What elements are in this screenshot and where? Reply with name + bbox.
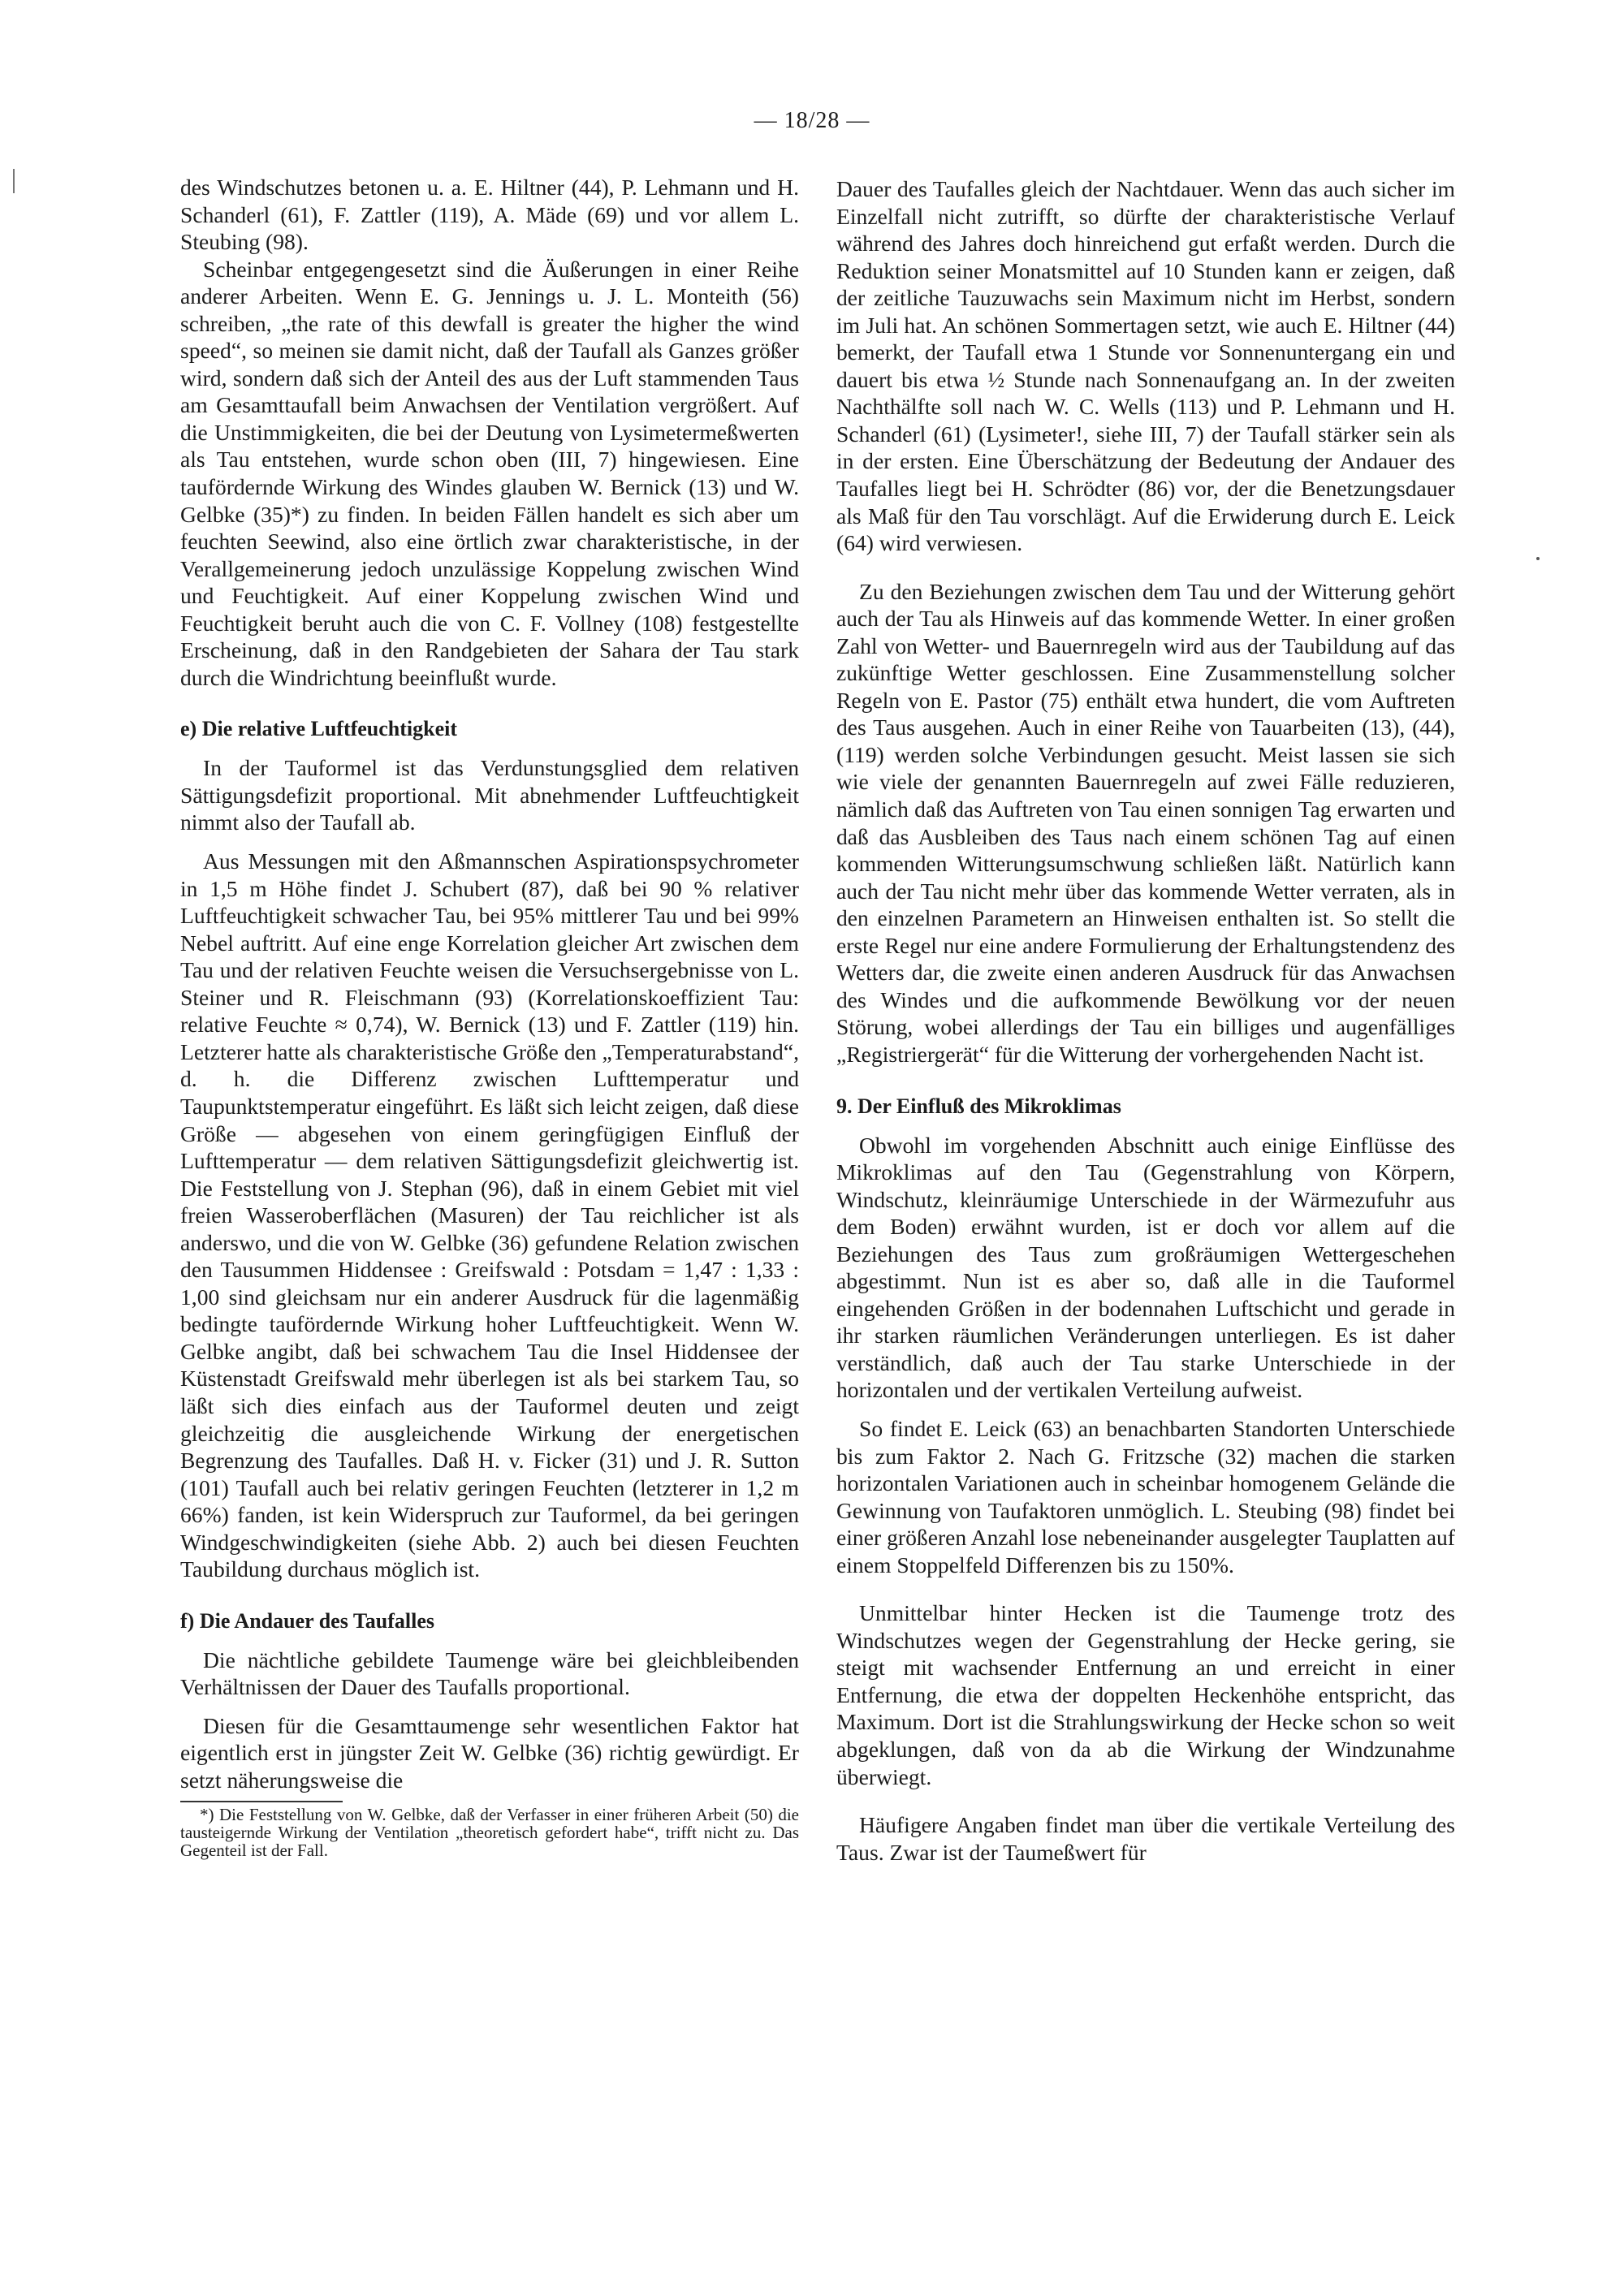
footnote-rule bbox=[180, 1801, 343, 1802]
right-paragraph-5: Unmittelbar hinter Hecken ist die Taumenge trotz des Windschutzes wegen der Gegenstrahlung der Hecke gering, sie steigt mit wachsender Entfernung an und erreicht in einer Entfernung, die etwa der doppelten Heckenhöhe entspricht, das Maximum. Dort ist die Strahlungswirkung der Hecke schon so weit abgeklungen, daß von da ab die Wirkung der Windzunahme überwiegt. bbox=[836, 1600, 1455, 1789]
left-paragraph-6: Diesen für die Gesamttaumenge sehr wesentlichen Faktor hat eigentlich erst in jüngster Zeit W. Gelbke (36) richtig gewürdigt. Er setzt näherungsweise die bbox=[180, 1712, 799, 1793]
page-number: — 18/28 — bbox=[754, 108, 870, 133]
section-heading-e: e) Die relative Luftfeuchtigkeit bbox=[180, 717, 458, 741]
left-paragraph-5: Die nächtliche gebildete Taumenge wäre bei gleichbleibenden Verhältnissen der Dauer des Taufalls proportional. bbox=[180, 1646, 799, 1700]
left-paragraph-3: In der Tauformel ist das Verdunstungsglied dem relativen Sättigungsdefizit proportional. Mit abnehmender Luftfeuchtigkeit nimmt also der Taufall ab. bbox=[180, 755, 799, 835]
right-paragraph-3: Obwohl im vorgehenden Abschnitt auch einige Einflüsse des Mikroklimas auf den Tau (Gegenstrahlung von Körpern, Windschutz, kleinräumige Unterschiede in der Wärmezufuhr aus dem Boden) erwähnt wurden, ist er doch vor allem auf die Beziehungen des Taus zum großräumigen Wettergeschehen abgestimmt. Nun ist es aber so, daß alle in die Tauformel eingehenden Größen in der bodennahen Luftschicht und gerade in ihr starken räumlichen Veränderungen unterliegen. Es ist daher verständlich, daß auch der Tau starke Unterschiede in der horizontalen und der vertikalen Verteilung aufweist. bbox=[836, 1132, 1455, 1403]
footnote: *) Die Feststellung von W. Gelbke, daß der Verfasser in einer früheren Arbeit (50) die tausteigernde Wirkung der Ventilation „theoretisch gefordert habe“, trifft nicht zu. Das Gegenteil ist der Fall. bbox=[180, 1804, 799, 1860]
left-column bbox=[180, 174, 799, 1859]
right-paragraph-2: Zu den Beziehungen zwischen dem Tau und der Witterung gehört auch der Tau als Hinweis auf das kommende Wetter. In einer großen Zahl von Wetter- und Bauernregeln wird aus der Taubildung auf das zukünftige Wetter geschlossen. Eine Zusammenstellung solcher Regeln von E. Pastor (75) enthält etwa hundert, die vom Auftreten des Taus ausgehen. Auch in einer Reihe von Tauarbeiten (13), (44), (119) werden solche Verbindungen gesucht. Meist lassen sie sich wie viele der genannten Bauernregeln auf zwei Fälle reduzieren, nämlich daß das Auftreten von Tau einen sonnigen Tag erwarten und daß das Ausbleiben des Taus nach einem schönen Tag auf einen kommenden Witterungsumschwung schließen läßt. Natürlich kann auch der Tau nicht mehr über das kommende Wetter verraten, als in den einzelnen Parametern an Hinweisen enthalten ist. So stellt die erste Regel nur eine andere Formulierung der Erhaltungstendenz des Wetters dar, die zweite einen anderen Ausdruck für das Anwachsen des Windes und die aufkommende Bewölkung vor der neuen Störung, wobei allerdings der Tau ein billiges und augenfälliges „Registriergerät“ für die Witterung der vorhergehenden Nacht ist. bbox=[836, 578, 1455, 1067]
section-heading-9: 9. Der Einfluß des Mikroklimas bbox=[836, 1094, 1121, 1118]
margin-dot bbox=[1536, 557, 1540, 560]
right-paragraph-4: So findet E. Leick (63) an benachbarten Standorten Unterschiede bis zum Faktor 2. Nach G. Fritzsche (32) machen die starken horizontalen Variationen auch in scheinbar homogenem Gelände die Gewinnung von Taufaktoren unmöglich. L. Steubing (98) findet bei einer größeren Anzahl lose nebeneinander ausgelegter Tauplatten auf einem Stoppelfeld Differenzen bis zu 150%. bbox=[836, 1415, 1455, 1577]
left-paragraph-4: Aus Messungen mit den Aßmannschen Aspirationspsychrometer in 1,5 m Höhe findet J. Schubert (87), daß bei 90 % relativer Luftfeuchtigkeit schwacher Tau, bei 95% mittlerer Tau und bei 99% Nebel auftritt. Auf eine enge Korrelation gleicher Art zwischen dem Tau und der relativen Feuchte weisen die Versuchsergebnisse von L. Steiner und R. Fleischmann (93) (Korrelationskoeffizient Tau: relative Feuchte ≈ 0,74), W. Bernick (13) und F. Zattler (119) hin. Letzterer hatte als charakteristische Größe den „Temperaturabstand“, d. h. die Differenz zwischen Lufttemperatur und Taupunktstemperatur eingeführt. Es läßt sich leicht zeigen, daß diese Größe — abgesehen von einem geringfügigen Einfluß der Lufttemperatur — dem relativen Sättigungsdefizit gleichwertig ist. Die Feststellung von J. Stephan (96), daß in einem Gebiet mit viel freien Wasseroberflächen (Masuren) der Tau reichlicher ist als anderswo, und die von W. Gelbke (36) gefundene Relation zwischen den Tausummen Hiddensee : Greifswald : Potsdam = 1,47 : 1,33 : 1,00 sind gleichsam nur ein anderer Ausdruck für die lagenmäßig bedingte taufördernde Wirkung hoher Luftfeuchtigkeit. Wenn W. Gelbke angibt, daß bei schwachem Tau die Insel Hiddensee der Küstenstadt Greifswald mehr überlegen ist als bei starkem Tau, so läßt sich dies einfach aus der Tauformel deuten und zeigt gleichzeitig die ausgleichende Wirkung der energetischen Begrenzung des Taufalles. Daß H. v. Ficker (31) und J. R. Sutton (101) Taufall auch bei relativ geringen Feuchten (letzterer in 1,2 m 66%) fanden, ist kein Widerspruch zur Tauformel, da bei geringen Windgeschwindigkeiten (siehe Abb. 2) auch bei diesen Feuchten Taubildung durchaus möglich ist. bbox=[180, 848, 799, 1582]
right-paragraph-1: Dauer des Taufalles gleich der Nachtdauer. Wenn das auch sicher im Einzelfall nicht zutrifft, so dürfte der charakteristische Verlauf während des Jahres doch hinreichend gut erfaßt werden. Durch die Reduktion seiner Monatsmittel auf 10 Stunden kann er zeigen, daß der zeitliche Tauzuwachs sein Maximum nicht im Herbst, sondern im Juli hat. An schönen Sommertagen setzt, wie auch E. Hiltner (44) bemerkt, der Taufall etwa 1 Stunde vor Sonnenuntergang ein und dauert bis etwa ½ Stunde nach Sonnenaufgang an. In der zweiten Nachthälfte soll nach W. C. Wells (113) und P. Lehmann und H. Schanderl (61) (Lysimeter!, siehe III, 7) der Taufall stärker sein als in der ersten. Eine Überschätzung der Bedeutung der Andauer des Taufalles liegt bei H. Schrödter (86) vor, der die Benetzungsdauer als Maß für den Tau vorschlägt. Auf die Erwiderung durch E. Leick (64) wird verwiesen. bbox=[836, 176, 1455, 556]
right-column bbox=[836, 175, 1455, 1866]
left-paragraph-2: Scheinbar entgegengesetzt sind die Äußerungen in einer Reihe anderer Arbeiten. Wenn E. G. Jennings u. J. L. Monteith (56) schreiben, „the rate of this dewfall is greater the higher the wind speed“, so meinen sie damit nicht, daß der Taufall als Ganzes größer wird, sondern daß sich der Anteil des aus der Luft stammenden Taus am Gesamttaufall beim Anwachsen der Ventilation vergrößert. Auf die Unstimmigkeiten, die bei der Deutung von Lysimetermeßwerten als Tau entstehen, wurde schon oben (III, 7) hingewiesen. Eine taufördernde Wirkung des Windes glauben W. Bernick (13) und W. Gelbke (35)*) zu finden. In beiden Fällen handelt es sich aber um feuchten Seewind, also eine örtlich zwar charakteristische, in der Verallgemeinerung jedoch unzulässige Koppelung zwischen Wind und Feuchtigkeit. Auf einer Koppelung zwischen Wind und Feuchtigkeit beruht auch die von C. F. Vollney (108) festgestellte Erscheinung, daß in den Randgebieten der Sahara der Tau stark durch die Windrichtung beeinflußt wurde. bbox=[180, 256, 799, 690]
right-paragraph-6: Häufigere Angaben findet man über die vertikale Verteilung des Taus. Zwar ist der Taumeßwert für bbox=[836, 1812, 1455, 1865]
margin-mark bbox=[13, 169, 15, 193]
section-heading-f: f) Die Andauer des Taufalles bbox=[180, 1608, 435, 1633]
left-paragraph-1: des Windschutzes betonen u. a. E. Hiltner (44), P. Lehmann und H. Schanderl (61), F. Zattler (119), A. Mäde (69) und vor allem L. Steubing (98). bbox=[180, 175, 799, 255]
